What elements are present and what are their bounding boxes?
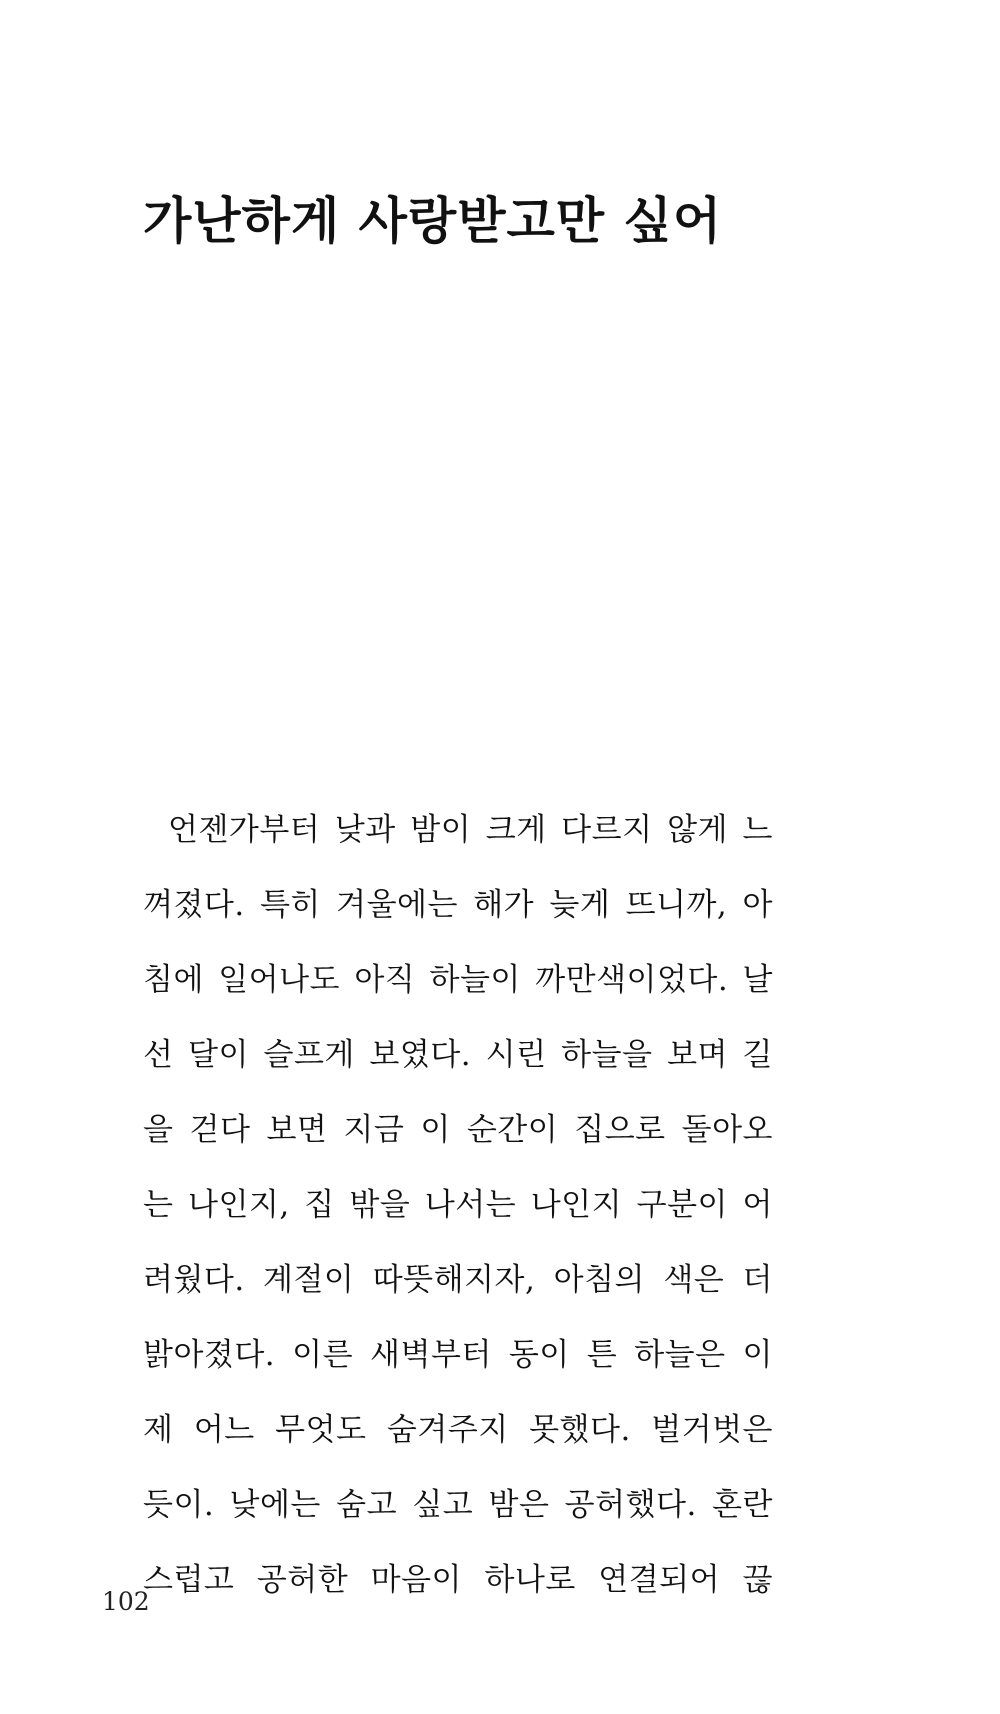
text-line: 듯이. 낮에는 숨고 싶고 밤은 공허했다. 혼란 <box>143 1487 773 1523</box>
text-line: 스럽고 공허한 마음이 하나로 연결되어 끊 <box>143 1562 773 1598</box>
text-line: 선 달이 슬프게 보였다. 시린 하늘을 보며 길 <box>143 1037 773 1073</box>
text-line: 침에 일어나도 아직 하늘이 까만색이었다. 날 <box>143 962 773 998</box>
text-line: 밝아졌다. 이른 새벽부터 동이 튼 하늘은 이 <box>143 1337 773 1373</box>
text-line: 껴졌다. 특히 겨울에는 해가 늦게 뜨니까, 아 <box>143 887 773 923</box>
text-line: 을 걷다 보면 지금 이 순간이 집으로 돌아오 <box>143 1112 773 1148</box>
text-line: 는 나인지, 집 밖을 나서는 나인지 구분이 어 <box>143 1187 773 1223</box>
body-paragraph <box>143 793 773 1618</box>
text-line: 려웠다. 계절이 따뜻해지자, 아침의 색은 더 <box>143 1262 773 1298</box>
text-line: 제 어느 무엇도 숨겨주지 못했다. 벌거벗은 <box>143 1412 773 1448</box>
text-line: 언젠가부터 낮과 밤이 크게 다르지 않게 느 <box>168 812 773 848</box>
chapter-title: 가난하게 사랑받고만 싶어 <box>143 191 723 250</box>
page-number: 102 <box>102 1587 150 1616</box>
